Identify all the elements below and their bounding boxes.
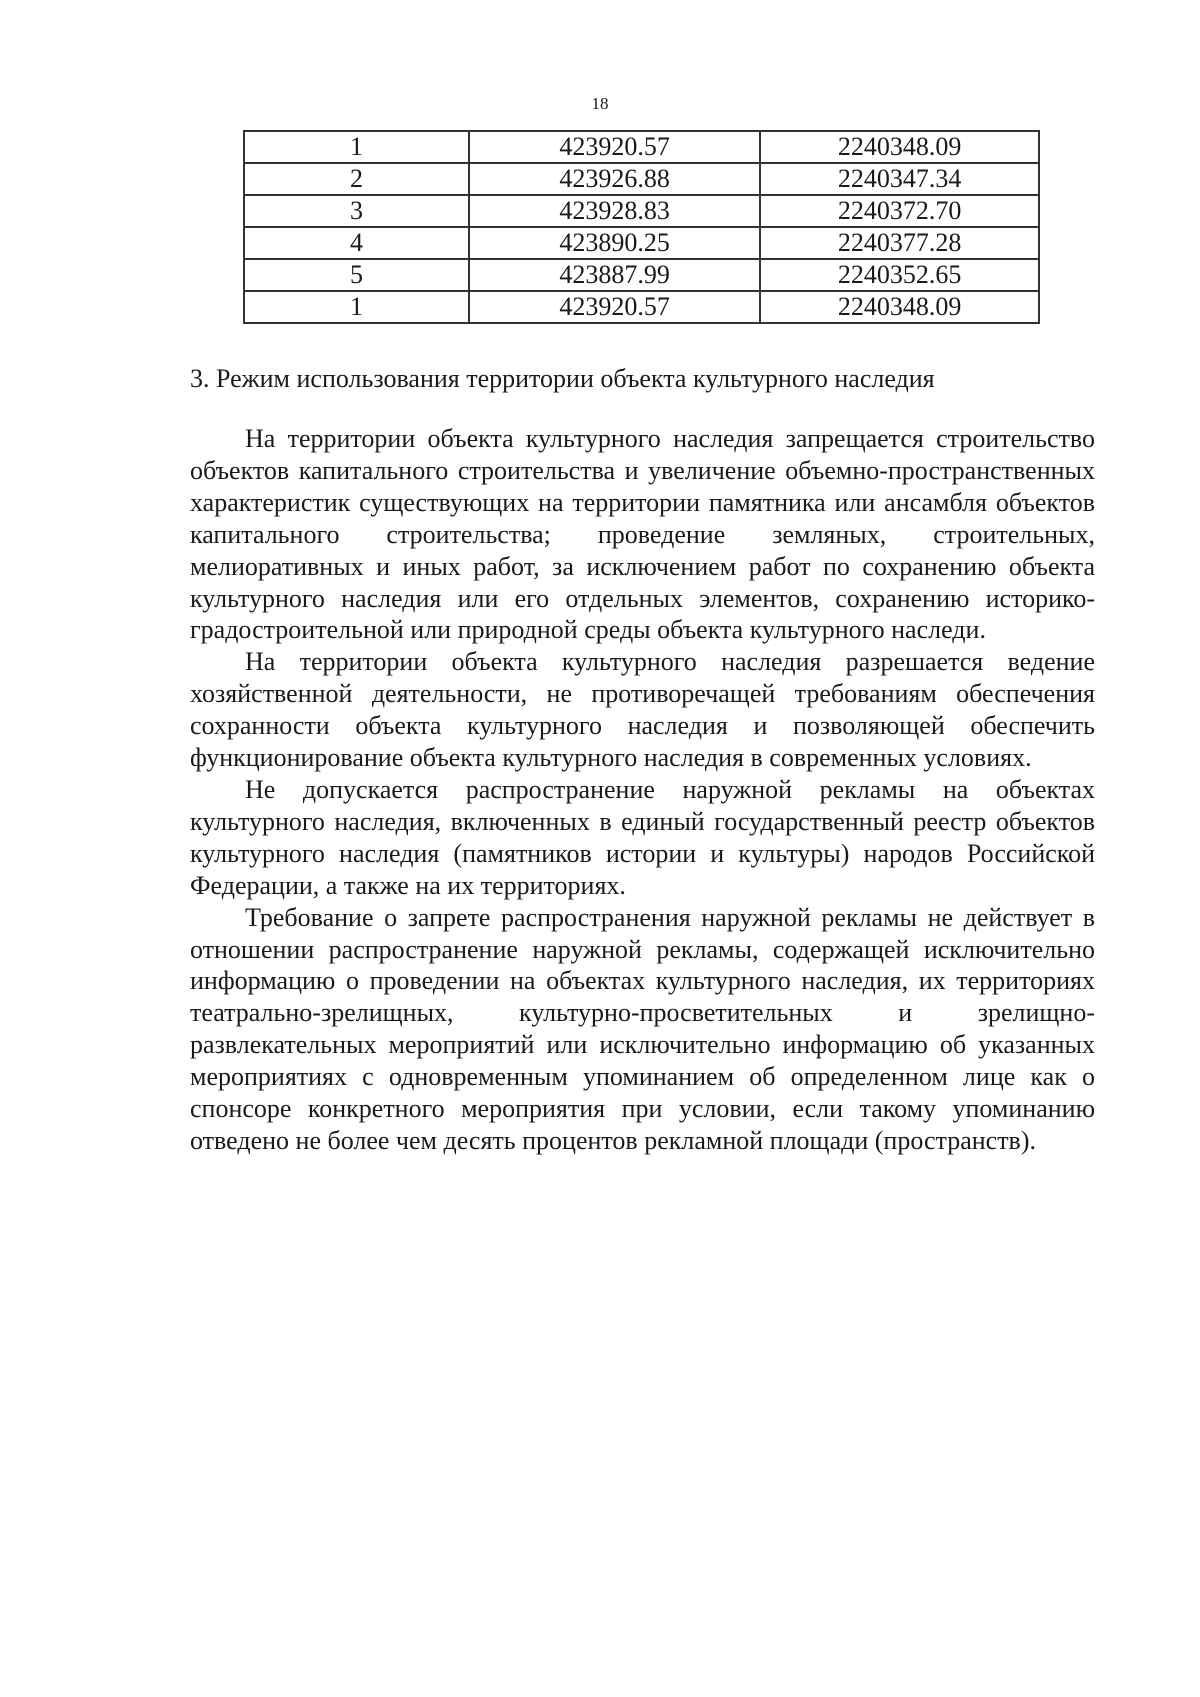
point-number-cell: 4 [244, 227, 469, 259]
x-coordinate-cell: 423920.57 [469, 291, 760, 323]
y-coordinate-cell: 2240347.34 [760, 163, 1039, 195]
point-number-cell: 1 [244, 131, 469, 163]
x-coordinate-cell: 423920.57 [469, 131, 760, 163]
x-coordinate-cell: 423890.25 [469, 227, 760, 259]
y-coordinate-cell: 2240348.09 [760, 131, 1039, 163]
table-row [244, 163, 1039, 195]
paragraph-economic-activity: На территории объекта культурного наследия разрешается ведение хозяйственной деятельности, не противоречащей требованиям обеспечения сохранности объекта культурного наследия и позволяющей обеспечить функционирование объекта культурного наследия в современных условиях. [190, 647, 1095, 773]
paragraph-advertising-ban: Не допускается распространение наружной рекламы на объектах культурного наследия, включенных в единый государственный реестр объектов культурного наследия (памятников истории и культуры) народов Российской Федерации, а также на их территориях. [190, 774, 1095, 900]
paragraph-advertising-exception: Требование о запрете распространения наружной рекламы не действует в отношении распространение наружной рекламы, содержащей исключительно информацию о проведении на объектах культурного наследия, их территориях театрально-зрелищных, культурно-просветительных и зрелищно-развлекательных мероприятий или исключительно информацию об указанных мероприятиях с одновременным упоминанием об определенном лице как о спонсоре конкретного мероприятия при условии, если такому упоминанию отведено не более чем десять процентов рекламной площади (пространств). [190, 902, 1095, 1155]
y-coordinate-cell: 2240377.28 [760, 227, 1039, 259]
x-coordinate-cell: 423887.99 [469, 259, 760, 291]
table-row [244, 259, 1039, 291]
section-heading: 3. Режим использования территории объекта культурного наследия [190, 364, 935, 393]
paragraph-construction-ban: На территории объекта культурного наследия запрещается строительство объектов капитального строительства и увеличение объемно-пространственных характеристик существующих на территории памятника или ансамбля объектов капитального строительства; проведение земляных, строительных, мелиоративных и иных работ, за исключением работ по сохранению объекта культурного наследия или его отдельных элементов, сохранению историко-градостроительной или природной среды объекта культурного наследи. [190, 424, 1095, 645]
coordinates-table [243, 130, 1040, 324]
point-number-cell: 3 [244, 195, 469, 227]
point-number-cell: 2 [244, 163, 469, 195]
page-number: 18 [591, 94, 609, 113]
y-coordinate-cell: 2240348.09 [760, 291, 1039, 323]
x-coordinate-cell: 423926.88 [469, 163, 760, 195]
y-coordinate-cell: 2240372.70 [760, 195, 1039, 227]
table-row [244, 291, 1039, 323]
section-body [190, 423, 1095, 1157]
point-number-cell: 1 [244, 291, 469, 323]
table-row [244, 131, 1039, 163]
y-coordinate-cell: 2240352.65 [760, 259, 1039, 291]
point-number-cell: 5 [244, 259, 469, 291]
x-coordinate-cell: 423928.83 [469, 195, 760, 227]
table-row [244, 195, 1039, 227]
table-row [244, 227, 1039, 259]
